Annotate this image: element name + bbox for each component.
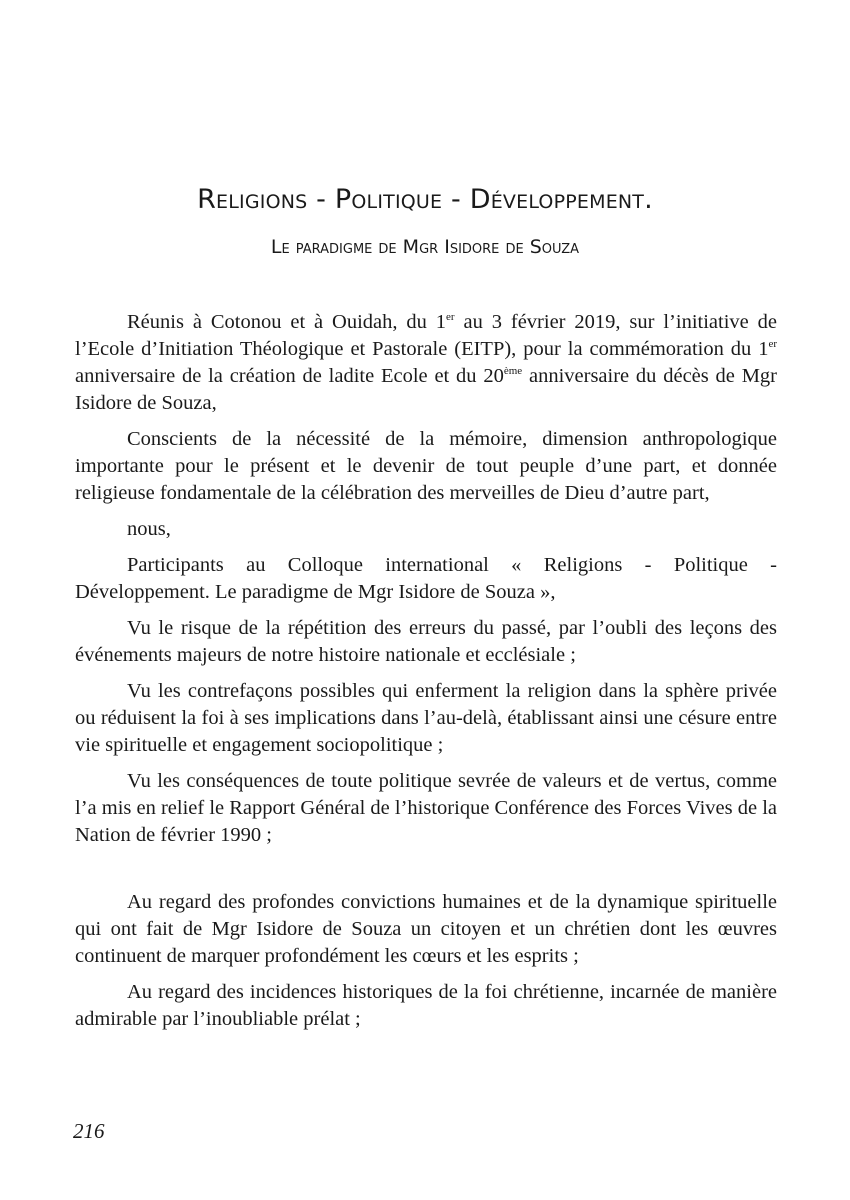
paragraph-7: Vu les conséquences de toute politique sevrée de valeurs et de vertus, comme l’a mis en relief le Rapport Général de l’historique Conférence des Forces Vives de la Nation de février 1990 ; <box>75 770 777 846</box>
paragraph-1-part-b: au 3 février 2019, sur l’initiative de l’Ecole d’Initiation Théologique et Pastorale (EITP), pour la commémoration du 1 <box>75 311 777 360</box>
page-title: Religions - Politique - Développement. <box>197 184 653 215</box>
paragraph-6: Vu les contrefaçons possibles qui enferment la religion dans la sphère privée ou réduisent la foi à ses implications dans l’au-delà, établissant ainsi une césure entre vie spirituelle et engagement sociopolitique ; <box>75 680 777 756</box>
paragraph-5: Vu le risque de la répétition des erreurs du passé, par l’oubli des leçons des événements majeurs de notre histoire nationale et ecclésiale ; <box>75 617 777 666</box>
heading-block <box>0 183 850 260</box>
page-subtitle: Le paradigme de Mgr Isidore de Souza <box>270 236 580 258</box>
paragraph-1 <box>75 309 777 417</box>
body-text <box>75 309 777 1042</box>
paragraph-2: Conscients de la nécessité de la mémoire, dimension anthropologique importante pour le présent et le devenir de tout peuple d’une part, et donnée religieuse fondamentale de la célébration des merveilles de Dieu d’autre part, <box>75 428 777 504</box>
paragraph-9: Au regard des incidences historiques de la foi chrétienne, incarnée de manière admirable par l’inoubliable prélat ; <box>75 981 777 1030</box>
ordinal-superscript: ème <box>503 365 523 377</box>
ordinal-superscript: er <box>768 338 777 350</box>
paragraph-4: Participants au Colloque international « Religions - Politique - Développement. Le paradigme de Mgr Isidore de Souza », <box>75 554 777 603</box>
page-number: 216 <box>73 1119 105 1143</box>
ordinal-superscript: er <box>446 311 455 323</box>
paragraph-1-part-a: Réunis à Cotonou et à Ouidah, du 1 <box>127 311 447 333</box>
paragraph-8: Au regard des profondes convictions humaines et de la dynamique spirituelle qui ont fait de Mgr Isidore de Souza un citoyen et un chrétien dont les œuvres continuent de marquer profondément les cœurs et les esprits ; <box>75 891 777 967</box>
paragraph-1-part-d: anniversaire du décès de Mgr Isidore de Souza, <box>75 365 777 414</box>
paragraph-3: nous, <box>127 518 171 540</box>
paragraph-1-part-c: anniversaire de la création de ladite Ecole et du 20 <box>75 365 504 387</box>
